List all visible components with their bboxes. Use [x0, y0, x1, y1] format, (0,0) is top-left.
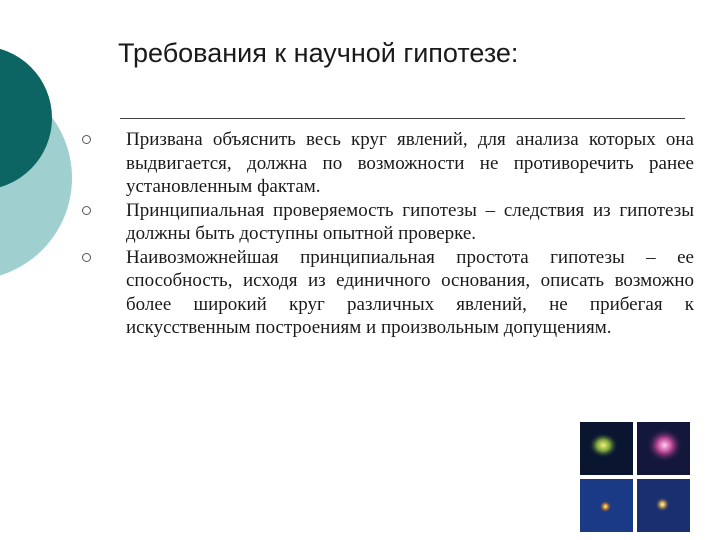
bullet-text: Наивозможнейшая принципиальная простота гипотезы – ее способность, исходя из единичного основания, описать возможно более широкий круг различных явлений, не прибегая к искусственным построениям и произвольным допущениям. [126, 246, 694, 338]
bullet-circle-icon [82, 135, 91, 144]
bullet-circle-icon [82, 206, 91, 215]
slide-title: Требования к научной гипотезе: [118, 38, 519, 68]
bullet-item [82, 128, 694, 199]
nebula-green-image [580, 422, 633, 475]
bullet-text: Принципиальная проверяемость гипотезы – следствия из гипотезы должны быть доступны опытной проверке. [126, 199, 694, 244]
bullet-item [82, 199, 694, 246]
nebula-blue-small-image [580, 479, 633, 532]
nebula-image-grid [580, 422, 690, 532]
bullet-list [82, 128, 694, 340]
nebula-purple-image [637, 422, 690, 475]
bullet-circle-icon [82, 253, 91, 262]
title-divider [120, 118, 685, 119]
decorative-circles [0, 0, 80, 300]
bullet-item [82, 246, 694, 340]
bullet-text: Призвана объяснить весь круг явлений, для анализа которых она выдвигается, должна по возможности не противоречить ранее установленным фактам. [126, 129, 694, 197]
nebula-blue-bright-image [637, 479, 690, 532]
